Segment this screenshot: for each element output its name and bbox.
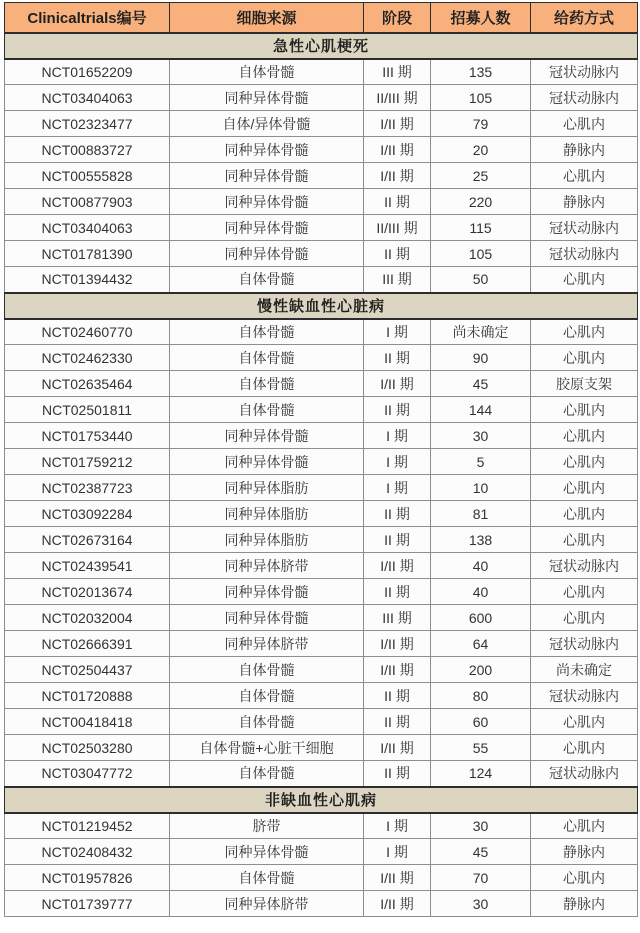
table-row [5, 111, 638, 137]
table-row [5, 345, 638, 371]
cell-phase: II 期 [364, 241, 431, 267]
clinical-trials-table [4, 2, 638, 917]
cell-enrollment: 105 [431, 85, 531, 111]
cell-nct-id: NCT02673164 [5, 527, 170, 553]
cell-phase: II 期 [364, 501, 431, 527]
cell-phase: II 期 [364, 683, 431, 709]
cell-cell-source: 同种异体脐带 [170, 891, 364, 917]
cell-enrollment: 40 [431, 553, 531, 579]
table-row [5, 813, 638, 839]
table-row [5, 137, 638, 163]
cell-delivery-route: 心肌内 [531, 605, 638, 631]
cell-delivery-route: 静脉内 [531, 839, 638, 865]
cell-nct-id: NCT00555828 [5, 163, 170, 189]
cell-cell-source: 同种异体骨髓 [170, 449, 364, 475]
cell-delivery-route: 心肌内 [531, 813, 638, 839]
table-row [5, 475, 638, 501]
cell-cell-source: 同种异体骨髓 [170, 241, 364, 267]
cell-enrollment: 79 [431, 111, 531, 137]
cell-phase: I/II 期 [364, 163, 431, 189]
cell-phase: III 期 [364, 605, 431, 631]
cell-enrollment: 200 [431, 657, 531, 683]
table-row [5, 319, 638, 345]
cell-cell-source: 自体/异体骨髓 [170, 111, 364, 137]
cell-delivery-route: 心肌内 [531, 501, 638, 527]
cell-nct-id: NCT03092284 [5, 501, 170, 527]
cell-nct-id: NCT00883727 [5, 137, 170, 163]
cell-cell-source: 同种异体脂肪 [170, 527, 364, 553]
cell-nct-id: NCT03404063 [5, 215, 170, 241]
cell-enrollment: 135 [431, 59, 531, 85]
cell-delivery-route: 心肌内 [531, 735, 638, 761]
cell-enrollment: 10 [431, 475, 531, 501]
cell-cell-source: 同种异体骨髓 [170, 137, 364, 163]
cell-nct-id: NCT02460770 [5, 319, 170, 345]
cell-cell-source: 自体骨髓 [170, 657, 364, 683]
cell-delivery-route: 冠状动脉内 [531, 215, 638, 241]
table-row [5, 423, 638, 449]
cell-phase: I 期 [364, 423, 431, 449]
cell-nct-id: NCT03404063 [5, 85, 170, 111]
cell-delivery-route: 冠状动脉内 [531, 683, 638, 709]
cell-phase: I/II 期 [364, 371, 431, 397]
cell-cell-source: 自体骨髓 [170, 683, 364, 709]
cell-delivery-route: 冠状动脉内 [531, 241, 638, 267]
column-header-enrollment: 招募人数 [431, 3, 531, 33]
cell-nct-id: NCT02032004 [5, 605, 170, 631]
table-row [5, 709, 638, 735]
cell-enrollment: 115 [431, 215, 531, 241]
cell-cell-source: 同种异体骨髓 [170, 215, 364, 241]
cell-enrollment: 124 [431, 761, 531, 787]
table-row [5, 527, 638, 553]
table-row [5, 761, 638, 787]
cell-nct-id: NCT02501811 [5, 397, 170, 423]
cell-cell-source: 自体骨髓 [170, 345, 364, 371]
cell-enrollment: 70 [431, 865, 531, 891]
cell-nct-id: NCT01394432 [5, 267, 170, 293]
table-row [5, 631, 638, 657]
cell-nct-id: NCT02387723 [5, 475, 170, 501]
cell-delivery-route: 静脉内 [531, 891, 638, 917]
cell-delivery-route: 静脉内 [531, 189, 638, 215]
cell-enrollment: 尚未确定 [431, 319, 531, 345]
cell-cell-source: 脐带 [170, 813, 364, 839]
cell-enrollment: 30 [431, 891, 531, 917]
cell-nct-id: NCT02666391 [5, 631, 170, 657]
table-row [5, 501, 638, 527]
cell-nct-id: NCT01652209 [5, 59, 170, 85]
cell-nct-id: NCT02323477 [5, 111, 170, 137]
cell-delivery-route: 心肌内 [531, 397, 638, 423]
cell-phase: II/III 期 [364, 85, 431, 111]
cell-cell-source: 自体骨髓 [170, 371, 364, 397]
cell-nct-id: NCT02635464 [5, 371, 170, 397]
cell-enrollment: 30 [431, 813, 531, 839]
cell-phase: I 期 [364, 475, 431, 501]
cell-nct-id: NCT01720888 [5, 683, 170, 709]
cell-nct-id: NCT03047772 [5, 761, 170, 787]
cell-delivery-route: 冠状动脉内 [531, 85, 638, 111]
cell-phase: II 期 [364, 709, 431, 735]
cell-phase: III 期 [364, 267, 431, 293]
cell-cell-source: 同种异体骨髓 [170, 423, 364, 449]
cell-cell-source: 自体骨髓 [170, 709, 364, 735]
cell-nct-id: NCT02408432 [5, 839, 170, 865]
table-row [5, 735, 638, 761]
cell-delivery-route: 心肌内 [531, 111, 638, 137]
cell-enrollment: 45 [431, 371, 531, 397]
cell-enrollment: 144 [431, 397, 531, 423]
section-header: 非缺血性心肌病 [5, 787, 638, 813]
cell-enrollment: 5 [431, 449, 531, 475]
table-row [5, 371, 638, 397]
table-row [5, 865, 638, 891]
column-header-nct-id: Clinicaltrials编号 [5, 3, 170, 33]
cell-cell-source: 同种异体骨髓 [170, 839, 364, 865]
column-header-phase: 阶段 [364, 3, 431, 33]
column-header-delivery-route: 给药方式 [531, 3, 638, 33]
cell-enrollment: 600 [431, 605, 531, 631]
cell-delivery-route: 心肌内 [531, 423, 638, 449]
cell-cell-source: 同种异体骨髓 [170, 85, 364, 111]
cell-delivery-route: 心肌内 [531, 319, 638, 345]
cell-phase: I 期 [364, 839, 431, 865]
cell-nct-id: NCT02504437 [5, 657, 170, 683]
cell-phase: II 期 [364, 397, 431, 423]
cell-delivery-route: 心肌内 [531, 579, 638, 605]
table-row [5, 189, 638, 215]
cell-nct-id: NCT01753440 [5, 423, 170, 449]
cell-delivery-route: 心肌内 [531, 449, 638, 475]
cell-phase: I/II 期 [364, 865, 431, 891]
cell-enrollment: 64 [431, 631, 531, 657]
cell-cell-source: 自体骨髓 [170, 319, 364, 345]
cell-phase: I/II 期 [364, 137, 431, 163]
cell-cell-source: 同种异体脂肪 [170, 475, 364, 501]
table-row [5, 579, 638, 605]
cell-cell-source: 同种异体骨髓 [170, 579, 364, 605]
cell-nct-id: NCT02439541 [5, 553, 170, 579]
cell-phase: I/II 期 [364, 657, 431, 683]
cell-cell-source: 自体骨髓+心脏干细胞 [170, 735, 364, 761]
cell-cell-source: 同种异体骨髓 [170, 605, 364, 631]
cell-nct-id: NCT01781390 [5, 241, 170, 267]
header-row [5, 3, 638, 33]
cell-nct-id: NCT02503280 [5, 735, 170, 761]
cell-cell-source: 同种异体脂肪 [170, 501, 364, 527]
cell-delivery-route: 冠状动脉内 [531, 631, 638, 657]
cell-phase: II 期 [364, 189, 431, 215]
cell-phase: III 期 [364, 59, 431, 85]
table-row [5, 605, 638, 631]
cell-phase: I/II 期 [364, 735, 431, 761]
cell-enrollment: 55 [431, 735, 531, 761]
cell-enrollment: 138 [431, 527, 531, 553]
cell-phase: I/II 期 [364, 631, 431, 657]
cell-phase: II/III 期 [364, 215, 431, 241]
cell-phase: I/II 期 [364, 891, 431, 917]
cell-delivery-route: 冠状动脉内 [531, 553, 638, 579]
cell-delivery-route: 胶原支架 [531, 371, 638, 397]
cell-cell-source: 自体骨髓 [170, 761, 364, 787]
table-row [5, 449, 638, 475]
cell-nct-id: NCT02462330 [5, 345, 170, 371]
cell-phase: II 期 [364, 579, 431, 605]
cell-nct-id: NCT02013674 [5, 579, 170, 605]
cell-enrollment: 50 [431, 267, 531, 293]
table-row [5, 85, 638, 111]
cell-enrollment: 25 [431, 163, 531, 189]
section-row [5, 33, 638, 59]
cell-enrollment: 80 [431, 683, 531, 709]
cell-phase: I 期 [364, 449, 431, 475]
cell-enrollment: 40 [431, 579, 531, 605]
cell-enrollment: 105 [431, 241, 531, 267]
cell-delivery-route: 心肌内 [531, 345, 638, 371]
column-header-cell-source: 细胞来源 [170, 3, 364, 33]
cell-cell-source: 自体骨髓 [170, 267, 364, 293]
cell-delivery-route: 心肌内 [531, 163, 638, 189]
cell-phase: I/II 期 [364, 111, 431, 137]
table-row [5, 215, 638, 241]
cell-cell-source: 同种异体脐带 [170, 553, 364, 579]
table-row [5, 267, 638, 293]
cell-delivery-route: 心肌内 [531, 865, 638, 891]
table-row [5, 891, 638, 917]
table-row [5, 397, 638, 423]
section-header: 急性心肌梗死 [5, 33, 638, 59]
cell-cell-source: 自体骨髓 [170, 59, 364, 85]
cell-delivery-route: 心肌内 [531, 527, 638, 553]
cell-nct-id: NCT01219452 [5, 813, 170, 839]
table-row [5, 59, 638, 85]
cell-phase: I 期 [364, 319, 431, 345]
table-row [5, 241, 638, 267]
cell-cell-source: 自体骨髓 [170, 865, 364, 891]
cell-cell-source: 同种异体骨髓 [170, 163, 364, 189]
section-row [5, 787, 638, 813]
cell-enrollment: 45 [431, 839, 531, 865]
cell-delivery-route: 冠状动脉内 [531, 59, 638, 85]
cell-phase: I/II 期 [364, 553, 431, 579]
cell-cell-source: 同种异体骨髓 [170, 189, 364, 215]
cell-phase: II 期 [364, 345, 431, 371]
cell-delivery-route: 心肌内 [531, 709, 638, 735]
cell-nct-id: NCT01759212 [5, 449, 170, 475]
cell-delivery-route: 冠状动脉内 [531, 761, 638, 787]
cell-cell-source: 同种异体脐带 [170, 631, 364, 657]
cell-nct-id: NCT00877903 [5, 189, 170, 215]
cell-phase: II 期 [364, 527, 431, 553]
cell-enrollment: 81 [431, 501, 531, 527]
cell-nct-id: NCT00418418 [5, 709, 170, 735]
cell-nct-id: NCT01957826 [5, 865, 170, 891]
section-header: 慢性缺血性心脏病 [5, 293, 638, 319]
table-row [5, 839, 638, 865]
table-row [5, 683, 638, 709]
table-row [5, 657, 638, 683]
table-row [5, 553, 638, 579]
section-row [5, 293, 638, 319]
cell-delivery-route: 心肌内 [531, 475, 638, 501]
cell-enrollment: 220 [431, 189, 531, 215]
cell-enrollment: 90 [431, 345, 531, 371]
cell-enrollment: 60 [431, 709, 531, 735]
cell-phase: II 期 [364, 761, 431, 787]
cell-cell-source: 自体骨髓 [170, 397, 364, 423]
cell-delivery-route: 心肌内 [531, 267, 638, 293]
cell-nct-id: NCT01739777 [5, 891, 170, 917]
cell-phase: I 期 [364, 813, 431, 839]
cell-delivery-route: 尚未确定 [531, 657, 638, 683]
cell-delivery-route: 静脉内 [531, 137, 638, 163]
cell-enrollment: 30 [431, 423, 531, 449]
table-row [5, 163, 638, 189]
cell-enrollment: 20 [431, 137, 531, 163]
